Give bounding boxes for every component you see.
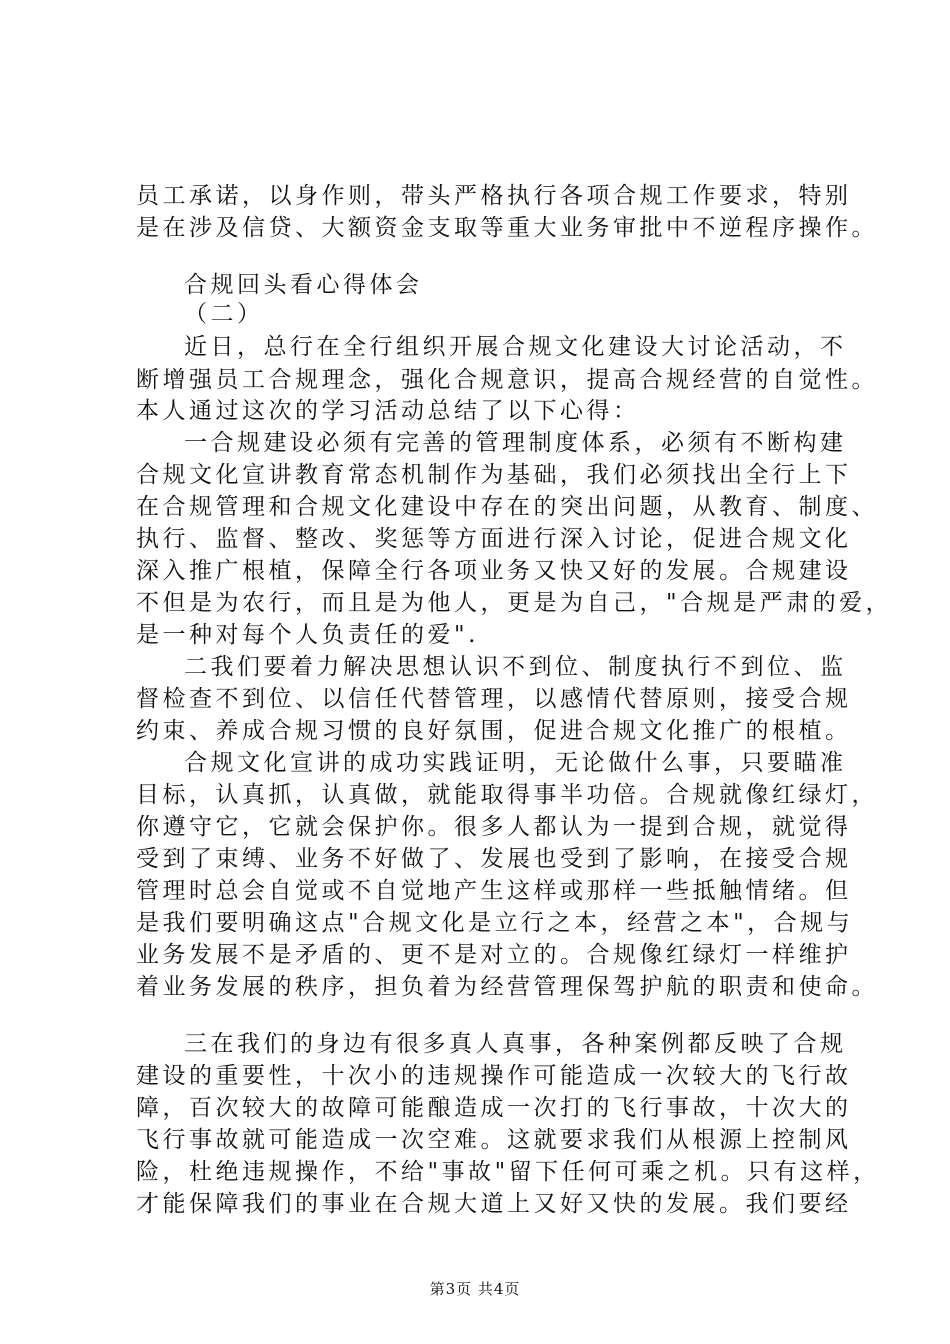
paragraph-4-line-1: 二我们要着力解决思想认识不到位、制度执行不到位、监 xyxy=(184,654,847,680)
paragraph-3-line-5: 深入推广根植，保障全行各项业务又快又好的发展。合规建设 xyxy=(136,558,852,584)
paragraph-3-line-3: 在合规管理和合规文化建设中存在的突出问题，从教育、制度、 xyxy=(136,494,878,520)
paragraph-5-line-4: 受到了束缚、业务不好做了、发展也受到了影响，在接受合规 xyxy=(136,846,852,872)
paragraph-5-line-7: 业务发展不是矛盾的、更不是对立的。合规像红绿灯一样维护 xyxy=(136,942,852,968)
paragraph-6-line-5: 险，杜绝违规操作，不给"事故"留下任何可乘之机。只有这样， xyxy=(136,1159,880,1185)
page-number-footer: 第3页 共4页 xyxy=(429,1280,521,1298)
paragraph-2-line-2: 断增强员工合规理念，强化合规意识，提高合规经营的自觉性。 xyxy=(136,367,878,393)
paragraph-5-line-6: 是我们要明确这点"合规文化是立行之本，经营之本"，合规与 xyxy=(136,910,854,936)
paragraph-3-line-2: 合规文化宣讲教育常态机制作为基础，我们必须找出全行上下 xyxy=(136,462,852,488)
paragraph-5-line-2: 目标，认真抓，认真做，就能取得事半功倍。合规就像红绿灯， xyxy=(136,782,878,808)
paragraph-6-line-6: 才能保障我们的事业在合规大道上又好又快的发展。我们要经 xyxy=(136,1191,852,1217)
paragraph-3-line-6: 不但是为农行，而且是为他人，更是为自己，"合规是严肃的爱， xyxy=(136,590,893,616)
paragraph-5-line-5: 管理时总会自觉或不自觉地产生这样或那样一些抵触情绪。但 xyxy=(136,878,852,904)
paragraph-1-line-2: 是在涉及信贷、大额资金支取等重大业务审批中不逆程序操作。 xyxy=(136,215,878,241)
document-title: 合规回头看心得体会 xyxy=(184,272,423,298)
paragraph-3-line-4: 执行、监督、整改、奖惩等方面进行深入讨论，促进合规文化 xyxy=(136,526,852,552)
paragraph-4-line-3: 约束、养成合规习惯的良好氛围，促进合规文化推广的根植。 xyxy=(136,718,852,744)
document-subtitle: （二） xyxy=(184,301,264,327)
paragraph-5-line-3: 你遵守它，它就会保护你。很多人都认为一提到合规，就觉得 xyxy=(136,814,852,840)
paragraph-6-line-4: 飞行事故就可能造成一次空难。这就要求我们从根源上控制风 xyxy=(136,1127,852,1153)
paragraph-3-line-7: 是一种对每个人负责任的爱". xyxy=(136,622,479,648)
paragraph-2-line-1: 近日，总行在全行组织开展合规文化建设大讨论活动，不 xyxy=(184,334,847,360)
paragraph-6-line-3: 障，百次较大的故障可能酿造成一次打的飞行事故，十次大的 xyxy=(136,1095,852,1121)
paragraph-6-line-1: 三在我们的身边有很多真人真事，各种案例都反映了合规 xyxy=(184,1031,847,1057)
paragraph-5-line-1: 合规文化宣讲的成功实践证明，无论做什么事，只要瞄准 xyxy=(184,750,847,776)
paragraph-6-line-2: 建设的重要性，十次小的违规操作可能造成一次较大的飞行故 xyxy=(136,1063,852,1089)
paragraph-5-line-8: 着业务发展的秩序，担负着为经营管理保驾护航的职责和使命。 xyxy=(136,974,878,1000)
paragraph-4-line-2: 督检查不到位、以信任代替管理，以感情代替原则，接受合规 xyxy=(136,686,852,712)
paragraph-1-line-1: 员工承诺，以身作则，带头严格执行各项合规工作要求，特别 xyxy=(136,183,852,209)
paragraph-2-line-3: 本人通过这次的学习活动总结了以下心得： xyxy=(136,398,640,424)
paragraph-3-line-1: 一合规建设必须有完善的管理制度体系，必须有不断构建 xyxy=(184,430,847,456)
